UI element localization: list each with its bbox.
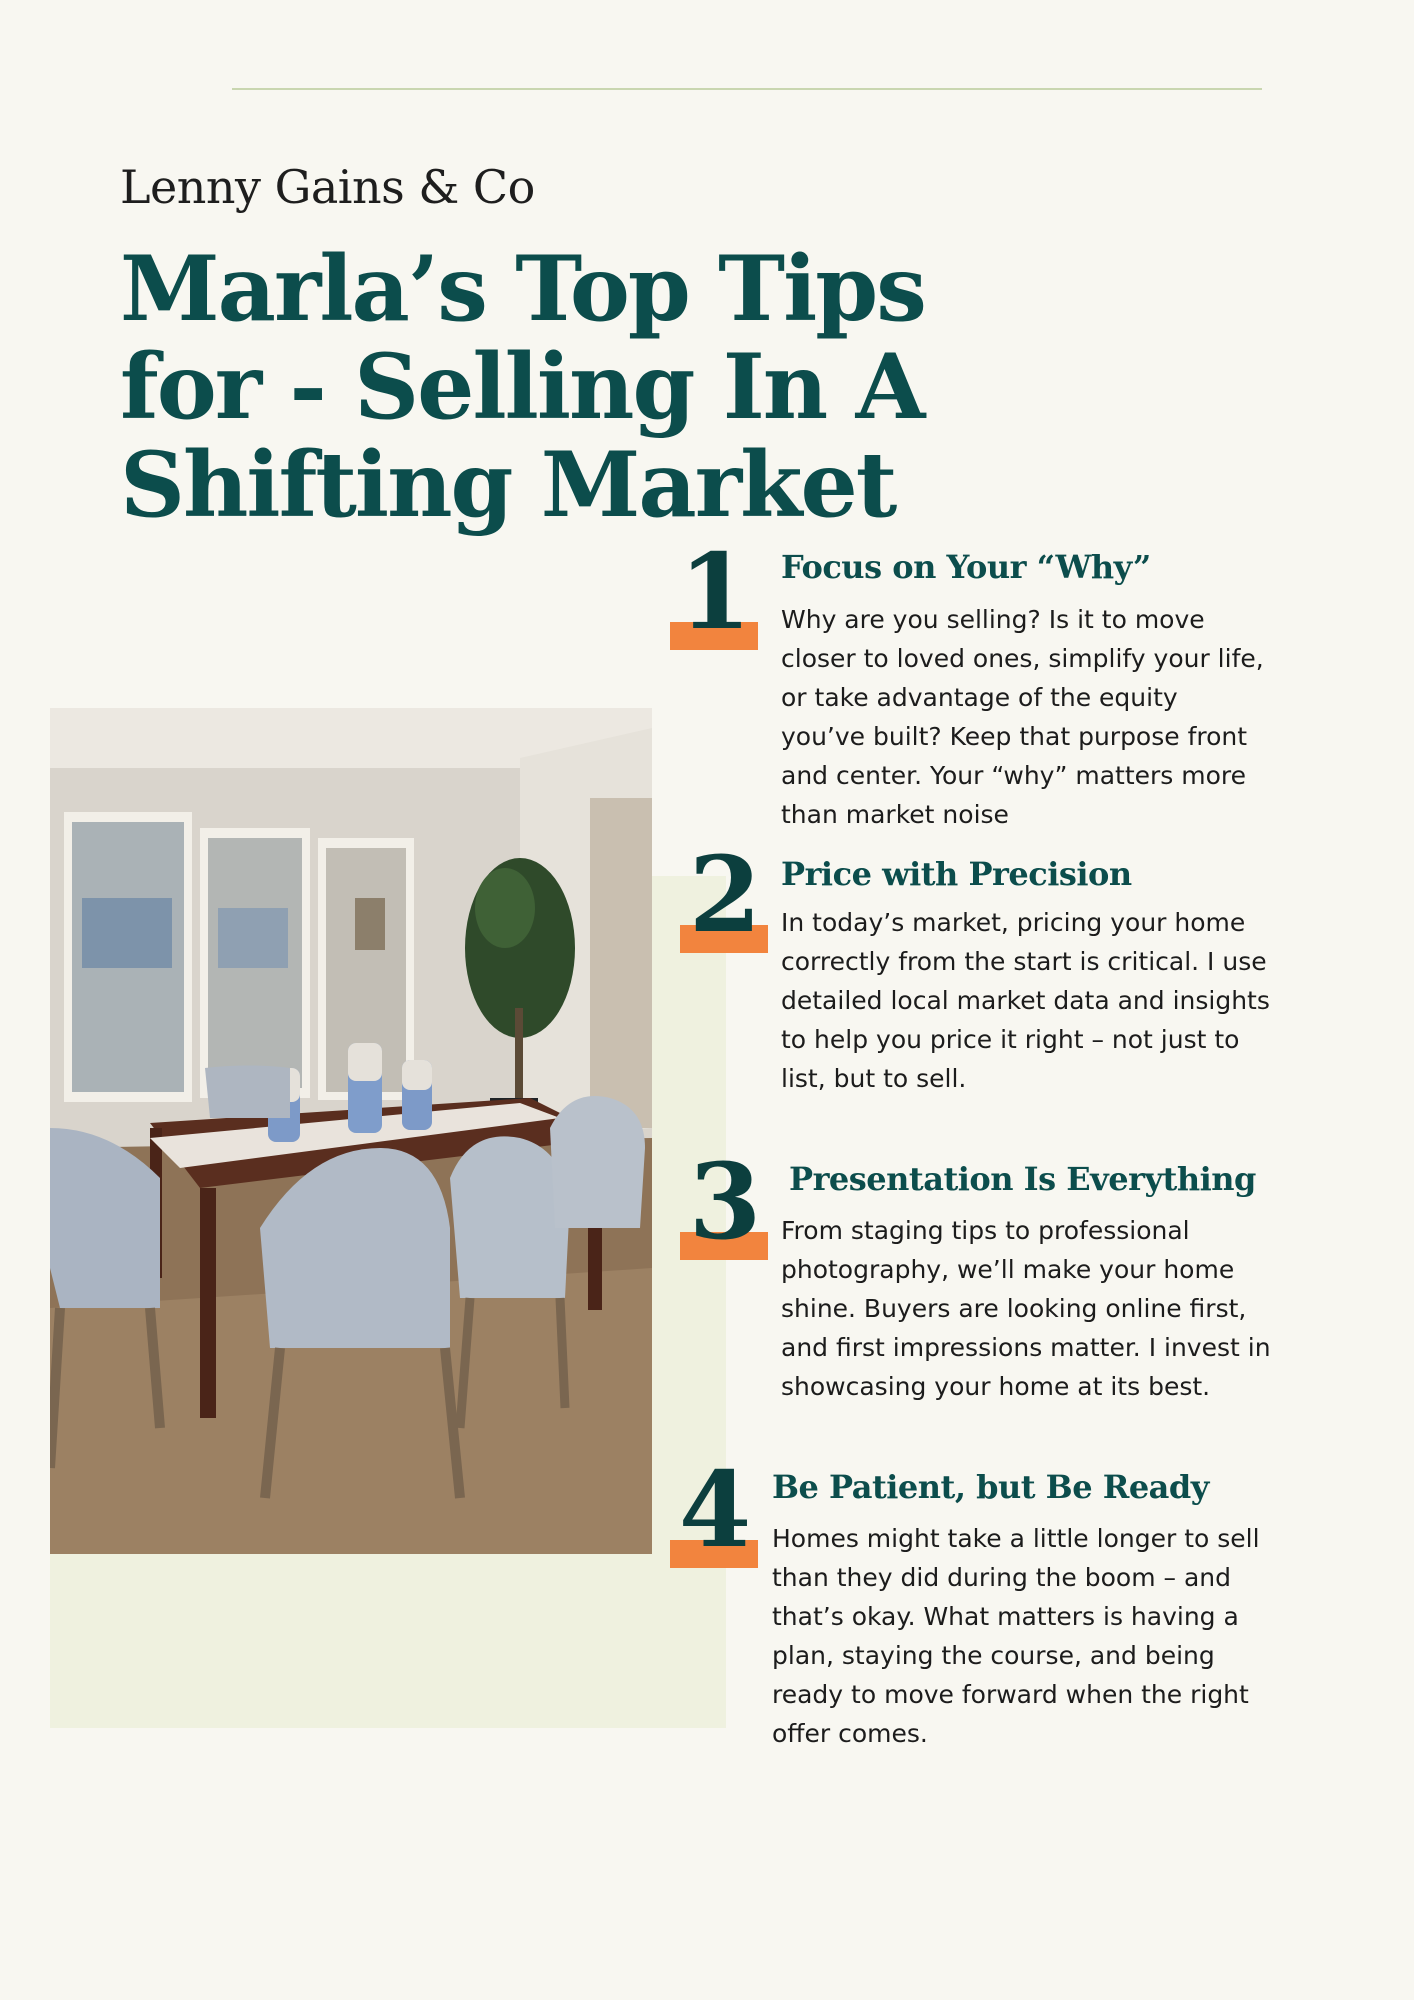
title-line: for - Selling In A [120, 334, 924, 440]
tip-body-line: From staging tips to professional [781, 1216, 1190, 1245]
tip-body-line: detailed local market data and insights [781, 986, 1270, 1015]
tip-number-marker [680, 1140, 770, 1263]
tip-heading: Price with Precision [781, 855, 1132, 893]
tip-body-line: than they did during the boom – and [772, 1563, 1231, 1592]
tip-number: 4 [678, 1448, 752, 1571]
title-line: Shifting Market [120, 432, 896, 538]
tip-body [781, 600, 1321, 834]
tip-body-line: you’ve built? Keep that purpose front [781, 722, 1248, 751]
tip-number: 1 [678, 530, 752, 653]
tip-body-line: to help you price it right – not just to [781, 1025, 1240, 1054]
tip-body-line: Homes might take a little longer to sell [772, 1524, 1260, 1553]
tip-body [772, 1519, 1312, 1753]
tip-body-line: list, but to sell. [781, 1064, 967, 1093]
tip-body-line: showcasing your home at its best. [781, 1372, 1211, 1401]
tip-heading: Presentation Is Everything [789, 1160, 1256, 1198]
brand-name: Lenny Gains & Co [120, 160, 535, 214]
dining-room-photo [50, 708, 652, 1554]
tip-body-line: photography, we’ll make your home [781, 1255, 1235, 1284]
tip-body-line: that’s okay. What matters is having a [772, 1602, 1239, 1631]
tip-number: 2 [688, 833, 762, 956]
top-divider [232, 88, 1262, 90]
tip-number-marker [680, 833, 770, 956]
tip-heading: Be Patient, but Be Ready [772, 1468, 1209, 1506]
tip-heading: Focus on Your “Why” [781, 548, 1151, 586]
tip-body [781, 903, 1321, 1098]
tip-body-line: or take advantage of the equity [781, 683, 1178, 712]
tip-body [781, 1211, 1321, 1406]
tip-body-line: correctly from the start is critical. I use [781, 947, 1267, 976]
tip-body-line: ready to move forward when the right [772, 1680, 1249, 1709]
tip-number-marker [670, 1448, 760, 1571]
tip-body-line: and first impressions matter. I invest in [781, 1333, 1271, 1362]
tip-body-line: In today’s market, pricing your home [781, 908, 1246, 937]
title-line: Marla’s Top Tips [120, 236, 925, 342]
tip-body-line: offer comes. [772, 1719, 928, 1748]
tip-number-marker [670, 530, 760, 653]
tip-body-line: Why are you selling? Is it to move [781, 605, 1205, 634]
tip-number: 3 [688, 1140, 762, 1263]
tip-body-line: than market noise [781, 800, 1009, 829]
tip-body-line: and center. Your “why” matters more [781, 761, 1247, 790]
tip-body-line: closer to loved ones, simplify your life, [781, 644, 1264, 673]
page-title [120, 236, 940, 538]
tip-body-line: plan, staying the course, and being [772, 1641, 1215, 1670]
tip-body-line: shine. Buyers are looking online first, [781, 1294, 1247, 1323]
